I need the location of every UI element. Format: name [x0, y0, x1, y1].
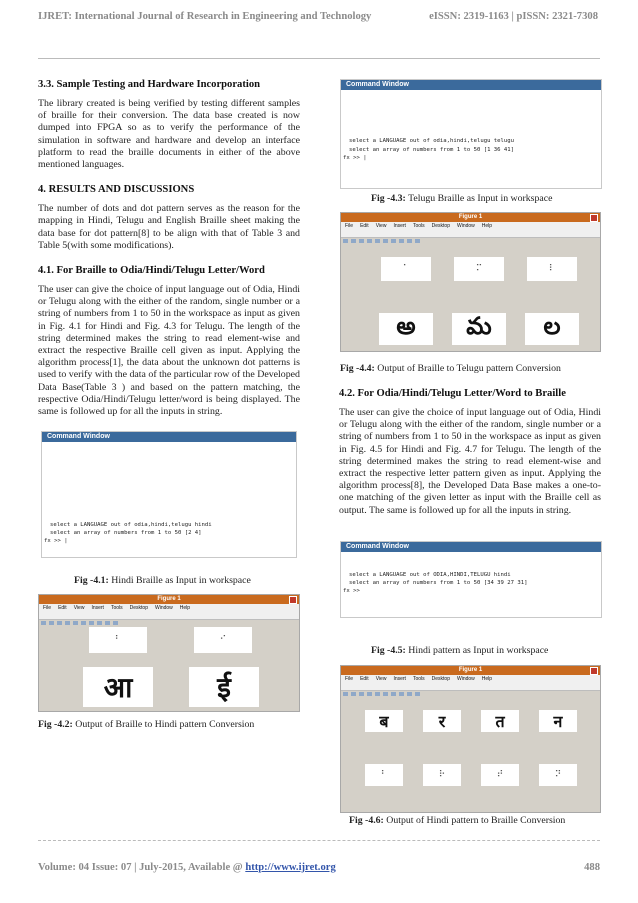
- command-line-2: select an array of numbers from 1 to 50 [34 39 27 31]: [349, 580, 528, 586]
- menu-edit[interactable]: Edit: [360, 223, 369, 229]
- command-window-titlebar: Command Window: [341, 80, 601, 90]
- hindi-letter-tile: ब: [365, 710, 403, 732]
- figure-titlebar: Figure 1: [341, 666, 600, 675]
- section-4-2: [339, 387, 601, 517]
- command-window-titlebar: Command Window: [42, 432, 296, 442]
- menu-help[interactable]: Help: [179, 605, 191, 611]
- section-4-body: The number of dots and dot pattern serves as the reason for the mapping in Hindi, Telugu and English Braille sheet making the data base for dot pattern[8] to be align with that of Table 3 and Table 5(with some modifications).: [38, 203, 300, 251]
- journal-name: IJRET: International Journal of Research in Engineering and Technology: [38, 11, 372, 22]
- menu-edit[interactable]: Edit: [360, 676, 369, 682]
- section-4-title: 4. RESULTS AND DISCUSSIONS: [38, 184, 195, 196]
- braille-cell: ⠊: [194, 627, 252, 653]
- command-prompt[interactable]: fx >>: [343, 588, 360, 594]
- figure-toolbar: [341, 230, 600, 238]
- fig-4-2-caption: Fig -4.2: Output of Braille to Hindi pattern Conversion: [38, 719, 255, 730]
- page-number: 488: [584, 862, 600, 873]
- figure-titlebar: Figure 1: [341, 213, 600, 222]
- menu-tools[interactable]: Tools: [412, 223, 425, 229]
- menu-desktop[interactable]: Desktop: [431, 223, 450, 229]
- command-window-titlebar: Command Window: [341, 542, 601, 552]
- menu-file[interactable]: File: [43, 605, 52, 611]
- menu-help[interactable]: Help: [481, 676, 493, 682]
- hindi-letter-tile: र: [423, 710, 461, 732]
- fig-4-3-caption: Fig -4.3: Telugu Braille as Input in workspace: [371, 193, 553, 204]
- braille-cell: ⠃: [365, 764, 403, 786]
- section-3-3-body: The library created is being verified by testing different samples of braille for their conversion. The data base created is now dumped into FPGA so as to verify the performance of the simulation in software and hardware and develop an interface platform to read the braille documents in either of the above mentioned languages.: [38, 98, 300, 171]
- menu-desktop[interactable]: Desktop: [431, 676, 450, 682]
- fig-4-1-caption: Fig -4.1: Hindi Braille as Input in workspace: [74, 575, 251, 586]
- section-3-3-title: 3.3. Sample Testing and Hardware Incorporation: [38, 79, 261, 90]
- menu-window[interactable]: Window: [154, 605, 173, 611]
- figure-menu-bar: [39, 604, 299, 612]
- fig-4-6-figure-window: [340, 665, 601, 813]
- figure-menu-bar: [341, 675, 600, 683]
- section-4-2-body: The user can give the choice of input language out of Odia, Hindi or Telugu along with the either of the random, single number or a string of numbers from 1 to 50 in the workspace as input as given in Fig. 4.5 for Hindi and Fig. 4.7 for Telugu. The length of the string determined makes the string to read element-wise and extract the respective letter pattern given as input. Applying the algorithm process[8], the Developed Data Base makes a one-to-one matching of the given letter as input with the Braille cell as output. The same is followed up for all the inputs in string.: [339, 407, 601, 516]
- fx-icon: fx: [343, 588, 350, 594]
- running-header: [38, 11, 598, 22]
- figure-toolbar: [39, 612, 299, 620]
- menu-insert[interactable]: Insert: [393, 223, 406, 229]
- close-icon[interactable]: [590, 214, 598, 222]
- journal-link[interactable]: http://www.ijret.org: [245, 862, 336, 873]
- fig-4-6-caption: Fig -4.6: Output of Hindi pattern to Braille Conversion: [349, 815, 566, 826]
- fig-4-2-figure-window: [38, 594, 300, 712]
- hindi-letter-tile: आ: [83, 667, 153, 707]
- fx-icon: fx: [343, 155, 350, 161]
- command-line-2: select an array of numbers from 1 to 50 [1 36 41]: [349, 147, 515, 153]
- fig-4-4-caption: Fig -4.4: Output of Braille to Telugu pattern Conversion: [340, 363, 561, 374]
- fig-4-1-command-window: [41, 431, 297, 558]
- menu-tools[interactable]: Tools: [412, 676, 425, 682]
- command-prompt[interactable]: fx >> |: [44, 538, 68, 544]
- command-prompt[interactable]: fx >> |: [343, 155, 367, 161]
- issn: eISSN: 2319-1163 | pISSN: 2321-7308: [429, 11, 598, 22]
- braille-cell: ⠁: [381, 257, 431, 281]
- left-column: [38, 78, 300, 418]
- command-line-1: select a LANGUAGE out of odia,hindi,telugu telugu: [349, 138, 515, 144]
- hindi-letter-tile: न: [539, 710, 577, 732]
- section-4-2-title: 4.2. For Odia/Hindi/Telugu Letter/Word to Braille: [339, 388, 566, 399]
- command-line-1: select a LANGUAGE out of ODIA,HINDI,TELUGU hindi: [349, 572, 511, 578]
- menu-view[interactable]: View: [73, 605, 85, 611]
- header-rule: [38, 58, 600, 59]
- menu-insert[interactable]: Insert: [91, 605, 104, 611]
- command-line-1: select a LANGUAGE out of odia,hindi,telugu hindi: [50, 522, 212, 528]
- fig-4-3-command-window: [340, 79, 602, 189]
- braille-cell: ⠃: [89, 627, 147, 653]
- footer-rule: [38, 840, 600, 841]
- telugu-letter-tile: అ: [379, 313, 433, 345]
- telugu-letter-tile: ల: [525, 313, 579, 345]
- hindi-letter-tile: ई: [189, 667, 259, 707]
- figure-menu-bar: [341, 222, 600, 230]
- menu-window[interactable]: Window: [456, 676, 475, 682]
- telugu-letter-tile: మ: [452, 313, 506, 345]
- close-icon[interactable]: [289, 596, 297, 604]
- figure-toolbar: [341, 683, 600, 691]
- command-line-2: select an array of numbers from 1 to 50 [2 4]: [50, 530, 202, 536]
- running-footer: [38, 862, 600, 873]
- braille-cell: ⠞: [481, 764, 519, 786]
- close-icon[interactable]: [590, 667, 598, 675]
- menu-file[interactable]: File: [345, 676, 354, 682]
- braille-cell: ⠝: [539, 764, 577, 786]
- section-4-1-title: 4.1. For Braille to Odia/Hindi/Telugu Letter/Word: [38, 265, 265, 277]
- fx-icon: fx: [44, 538, 51, 544]
- fig-4-4-figure-window: [340, 212, 601, 352]
- braille-cell: ⠍: [454, 257, 504, 281]
- menu-view[interactable]: View: [375, 676, 387, 682]
- menu-file[interactable]: File: [345, 223, 354, 229]
- menu-view[interactable]: View: [375, 223, 387, 229]
- section-4-1-body: The user can give the choice of input language out of Odia, Hindi or Telugu along with the either of the random, single number or a string of numbers from 1 to 50 in the workspace as input as given in Fig. 4.1 for Hindi and Fig. 4.3 for Telugu. The length of the string determined makes the string to read element-wise and extract the respective Braille cell given as input. Applying the algorithm process[1], the data about the unknown dot patterns is used to verify with the data of the particular row of the Developed Data Base(Table 3 ) and based on the pattern matching, the respective Odia/Hindi/Telugu letter/word is being displayed. The same is followed up for all the inputs in string.: [38, 284, 300, 418]
- braille-cell: ⠗: [423, 764, 461, 786]
- figure-titlebar: Figure 1: [39, 595, 299, 604]
- menu-desktop[interactable]: Desktop: [129, 605, 148, 611]
- menu-tools[interactable]: Tools: [110, 605, 123, 611]
- menu-edit[interactable]: Edit: [58, 605, 67, 611]
- braille-cell: ⠇: [527, 257, 577, 281]
- menu-help[interactable]: Help: [481, 223, 493, 229]
- menu-window[interactable]: Window: [456, 223, 475, 229]
- hindi-letter-tile: त: [481, 710, 519, 732]
- fig-4-5-command-window: [340, 541, 602, 618]
- volume-info: Volume: 04 Issue: 07 | July-2015, Available @: [38, 862, 246, 873]
- fig-4-5-caption: Fig -4.5: Hindi pattern as Input in workspace: [371, 645, 549, 656]
- menu-insert[interactable]: Insert: [393, 676, 406, 682]
